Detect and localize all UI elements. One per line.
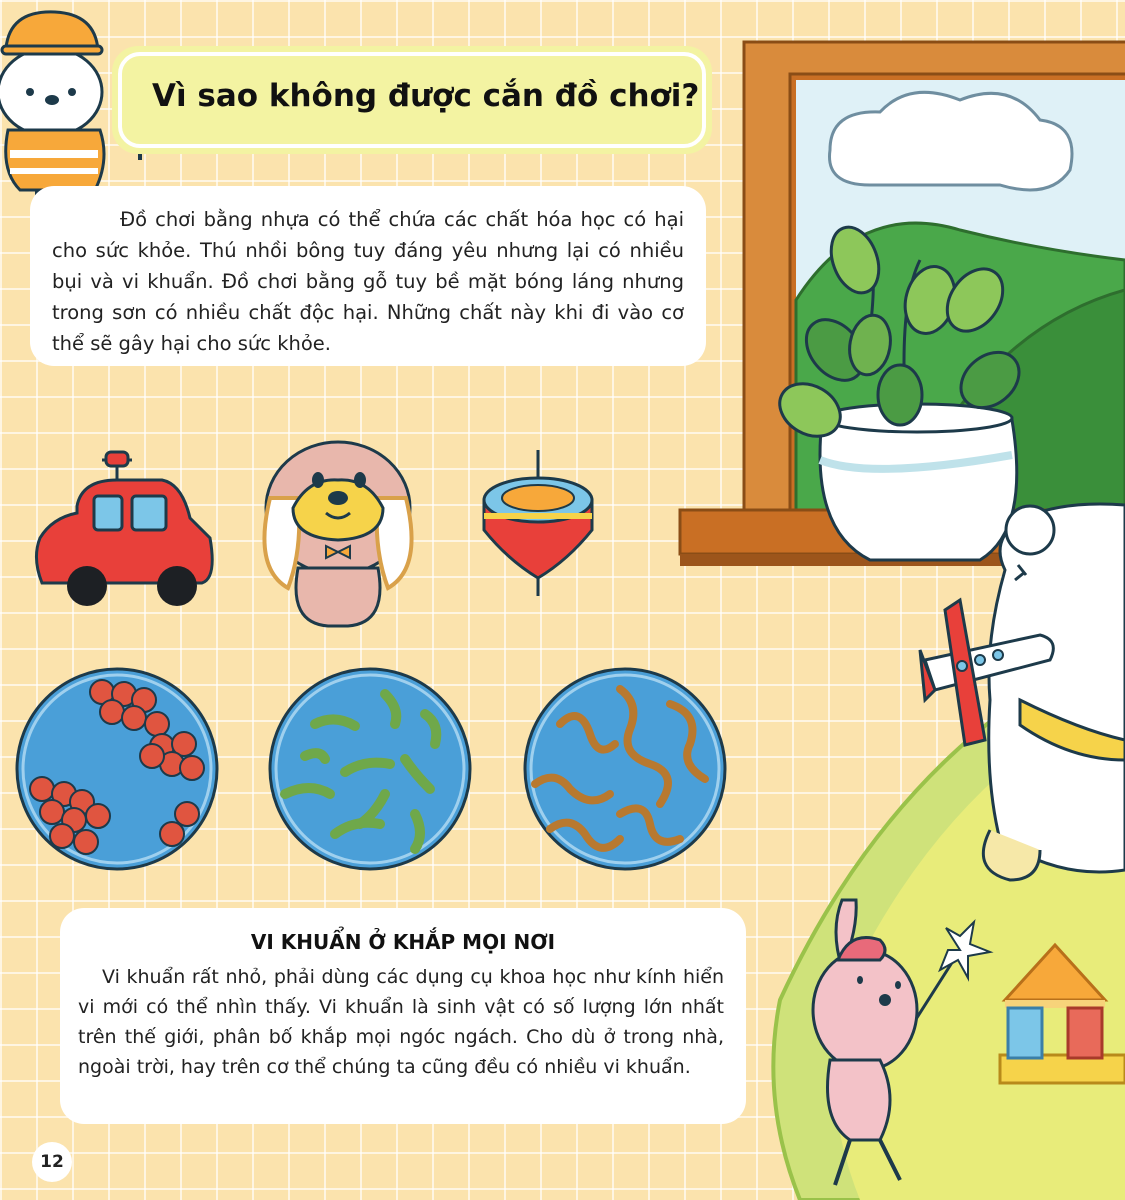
petri-dish-cocci bbox=[12, 664, 222, 874]
page-title: Vì sao không được cắn đồ chơi? bbox=[152, 78, 700, 114]
toy-car bbox=[32, 448, 222, 608]
intro-text-box bbox=[30, 186, 706, 366]
section-heading: VI KHUẨN Ở KHẮP MỌI NƠI bbox=[250, 930, 556, 954]
petri-dish-spirilla bbox=[520, 664, 730, 874]
section-paragraph: Vi khuẩn rất nhỏ, phải dùng các dụng cụ khoa học như kính hiển vi mới có thể nhìn thấy. Vi khuẩn là sinh vật có số lượng lớn nhất trên thế giới, phân bố khắp mọi ngóc ngách. Cho dù ở trong nhà, ngoài trời, hay trên cơ thể chúng ta cũng đều có nhiều vi khuẩn. bbox=[78, 966, 724, 1078]
bacteria-info-box bbox=[60, 908, 746, 1124]
spinning-top bbox=[478, 450, 598, 600]
petri-dish-bacilli bbox=[265, 664, 475, 874]
title-banner bbox=[112, 46, 712, 154]
plush-dog bbox=[248, 418, 428, 638]
intro-paragraph: Đồ chơi bằng nhựa có thể chứa các chất hóa học có hại cho sức khỏe. Thú nhồi bông tuy đáng yêu nhưng lại có nhiều bụi và vi khuẩn. Đồ chơi bằng gỗ tuy bề mặt bóng láng nhưng trong sơn có nhiều chất độc hại. Những chất này khi đi vào cơ thể sẽ gây hại cho sức khỏe. bbox=[52, 208, 684, 355]
page-number: 12 bbox=[32, 1142, 72, 1182]
